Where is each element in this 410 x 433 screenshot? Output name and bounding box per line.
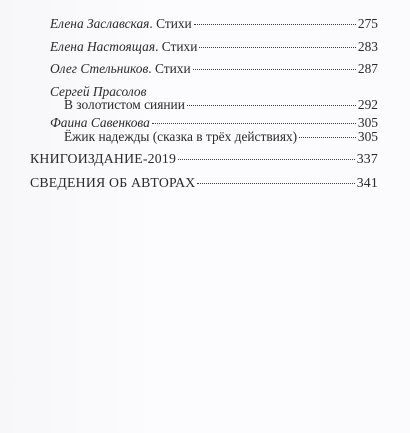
toc-page-number: 341 [356,175,378,190]
leader-dots [187,105,356,106]
toc-title: . Стихи [148,61,191,76]
toc-section-knigoizdanie [30,151,378,167]
toc-author: Елена Настоящая [50,39,156,54]
toc-entry-zolotistom [64,97,378,113]
leader-dots [194,24,356,25]
toc-page-number: 292 [357,97,378,112]
toc-page-number: 337 [356,151,378,166]
leader-dots [197,183,354,184]
toc-title: . Стихи [149,16,192,31]
toc-section-svedeniya [30,175,378,191]
leader-dots [299,137,356,138]
leader-dots [178,159,355,160]
toc-entry-nastoyashchaya [50,39,378,55]
leader-dots [193,69,356,70]
toc-author-prasolov: Сергей Прасолов [50,84,147,99]
toc-page-number: 283 [357,39,378,54]
toc-author: Олег Стельников [50,61,149,76]
toc-title: В золотистом сиянии [64,97,185,112]
toc-section-title: КНИГОИЗДАНИЕ-2019 [30,151,177,166]
toc-entry-zaslavskaya [50,16,378,32]
leader-dots [152,123,356,124]
toc-entry-ezhik [64,129,378,145]
toc-section-title: СВЕДЕНИЯ ОБ АВТОРАХ [30,175,196,190]
toc-title: . Стихи [155,39,198,54]
toc-page-number: 305 [357,115,378,130]
toc-page-number: 287 [357,61,378,76]
toc-entry-stelnikov [50,61,378,77]
leader-dots [199,47,355,48]
toc-page-number: 275 [357,16,378,31]
toc-page-number: 305 [357,129,378,144]
toc-author: Фаина Савенкова [50,115,150,130]
toc-title: Ёжик надежды (сказка в трёх действиях) [64,129,298,144]
toc-author: Елена Заславская [50,16,150,31]
